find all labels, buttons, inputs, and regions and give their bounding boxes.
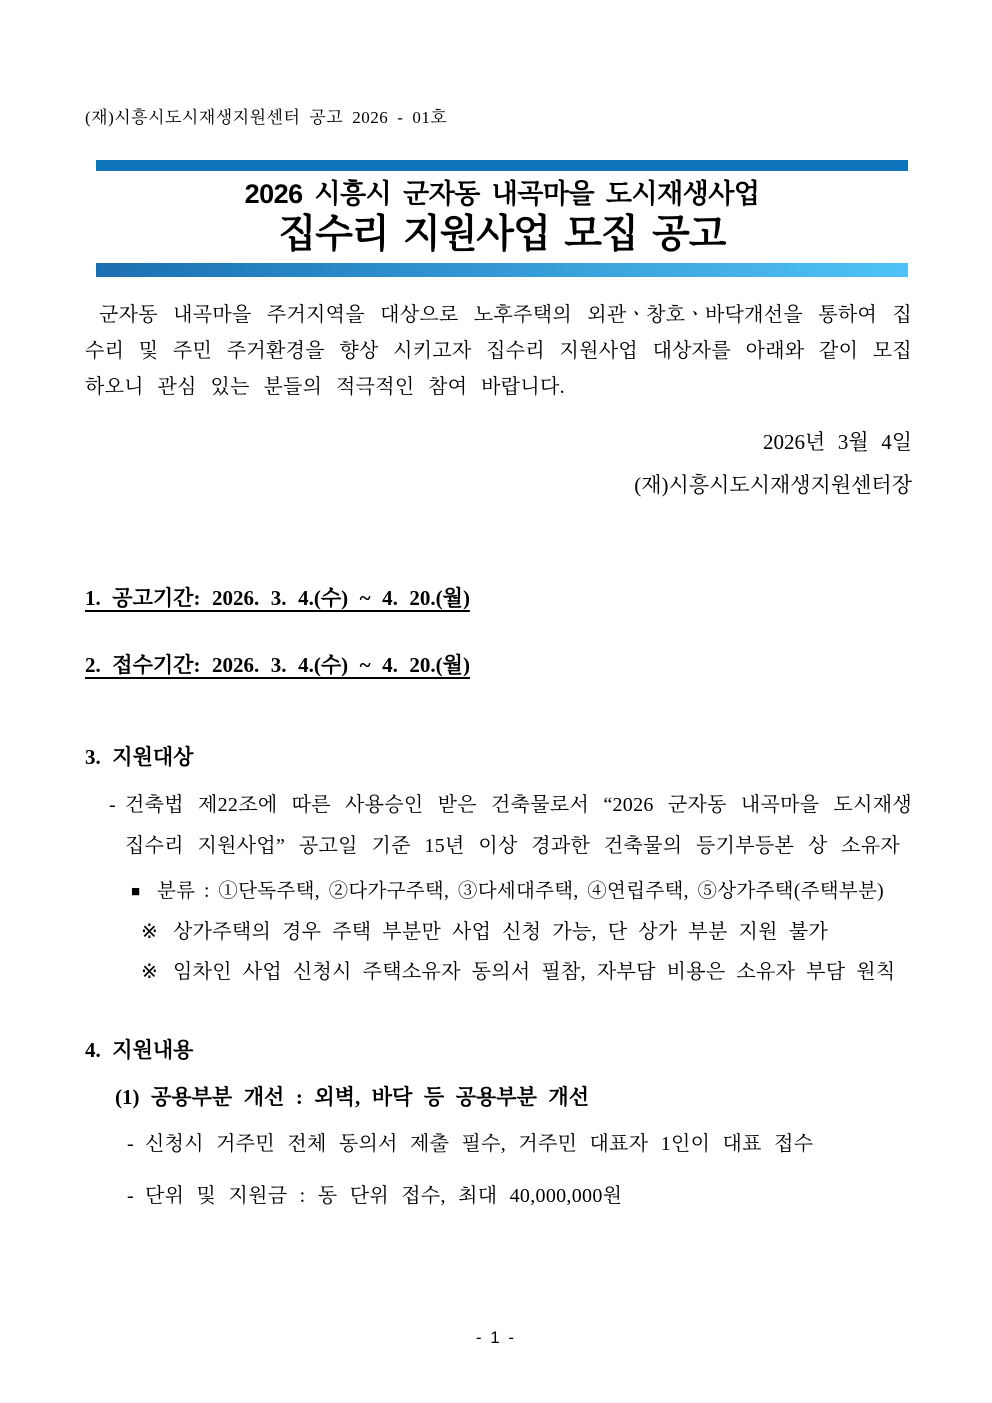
eligibility-item xyxy=(109,785,912,867)
support-item-1-text: 신청시 거주민 전체 동의서 제출 필수, 거주민 대표자 1인이 대표 접수 xyxy=(145,1133,814,1155)
banner-top-bar xyxy=(96,160,908,171)
support-sub-heading: (1) 공용부분 개선 : 외벽, 바닥 등 공용부분 개선 xyxy=(115,1085,589,1109)
banner-bottom-bar xyxy=(96,263,908,277)
section-eligibility-heading: 3. 지원대상 xyxy=(85,745,194,769)
support-item-2-text: 단위 및 지원금 : 동 단위 접수, 최대 40,000,000원 xyxy=(145,1185,623,1207)
announcement-date: 2026년 3월 4일 xyxy=(762,430,912,454)
announcement-block xyxy=(85,421,912,507)
page-number: - 1 - xyxy=(475,1328,517,1347)
eligibility-note-1 xyxy=(141,912,912,952)
reference-mark-icon: ※ xyxy=(141,961,159,983)
section-application-period: 2. 접수기간: 2026. 3. 4.(수) ~ 4. 20.(월) xyxy=(85,653,470,677)
dash-marker: - xyxy=(127,1185,134,1207)
banner xyxy=(96,160,908,277)
reference-mark-icon: ※ xyxy=(141,921,159,943)
document-content xyxy=(85,0,912,1216)
dash-marker: - xyxy=(127,1133,134,1155)
doc-number: (재)시흥시도시재생지원센터 공고 2026 - 01호 xyxy=(85,108,448,127)
square-bullet-icon: ■ xyxy=(131,884,141,900)
support-item-2 xyxy=(127,1176,912,1216)
eligibility-item-text: 건축법 제22조에 따른 사용승인 받은 건축물로서 “2026 군자동 내곡마을 도시재생 집수리 지원사업” 공고일 기준 15년 이상 경과한 건축물의 등기부등본 상 소유자 xyxy=(125,794,912,857)
banner-subtitle: 2026 시흥시 군자동 내곡마을 도시재생사업 xyxy=(244,179,760,209)
eligibility-category-line xyxy=(131,872,912,912)
banner-title: 집수리 지원사업 모집 공고 xyxy=(278,213,726,256)
eligibility-note-2 xyxy=(141,952,912,992)
section-support-heading: 4. 지원내용 xyxy=(85,1038,194,1062)
support-item-1 xyxy=(127,1124,912,1164)
section-notice-period: 1. 공고기간: 2026. 3. 4.(수) ~ 4. 20.(월) xyxy=(85,586,470,610)
eligibility-category-text: 분류 : ①단독주택, ②다가구주택, ③다세대주택, ④연립주택, ⑤상가주택(주택부분) xyxy=(157,881,884,902)
announcement-issuer: (재)시흥시도시재생지원센터장 xyxy=(634,473,912,497)
eligibility-note-2-text: 임차인 사업 신청시 주택소유자 동의서 필참, 자부담 비용은 소유자 부담 원칙 xyxy=(173,961,896,983)
intro-paragraph: 군자동 내곡마을 주거지역을 대상으로 노후주택의 외관ㆍ창호ㆍ바닥개선을 통하여 집수리 및 주민 주거환경을 향상 시키고자 집수리 지원사업 대상자를 아래와 같이 모집하오니 관심 있는 분들의 적극적인 참여 바랍니다. xyxy=(85,304,912,398)
eligibility-note-1-text: 상가주택의 경우 주택 부분만 사업 신청 가능, 단 상가 부분 지원 불가 xyxy=(173,921,828,943)
dash-marker: - xyxy=(109,794,116,816)
